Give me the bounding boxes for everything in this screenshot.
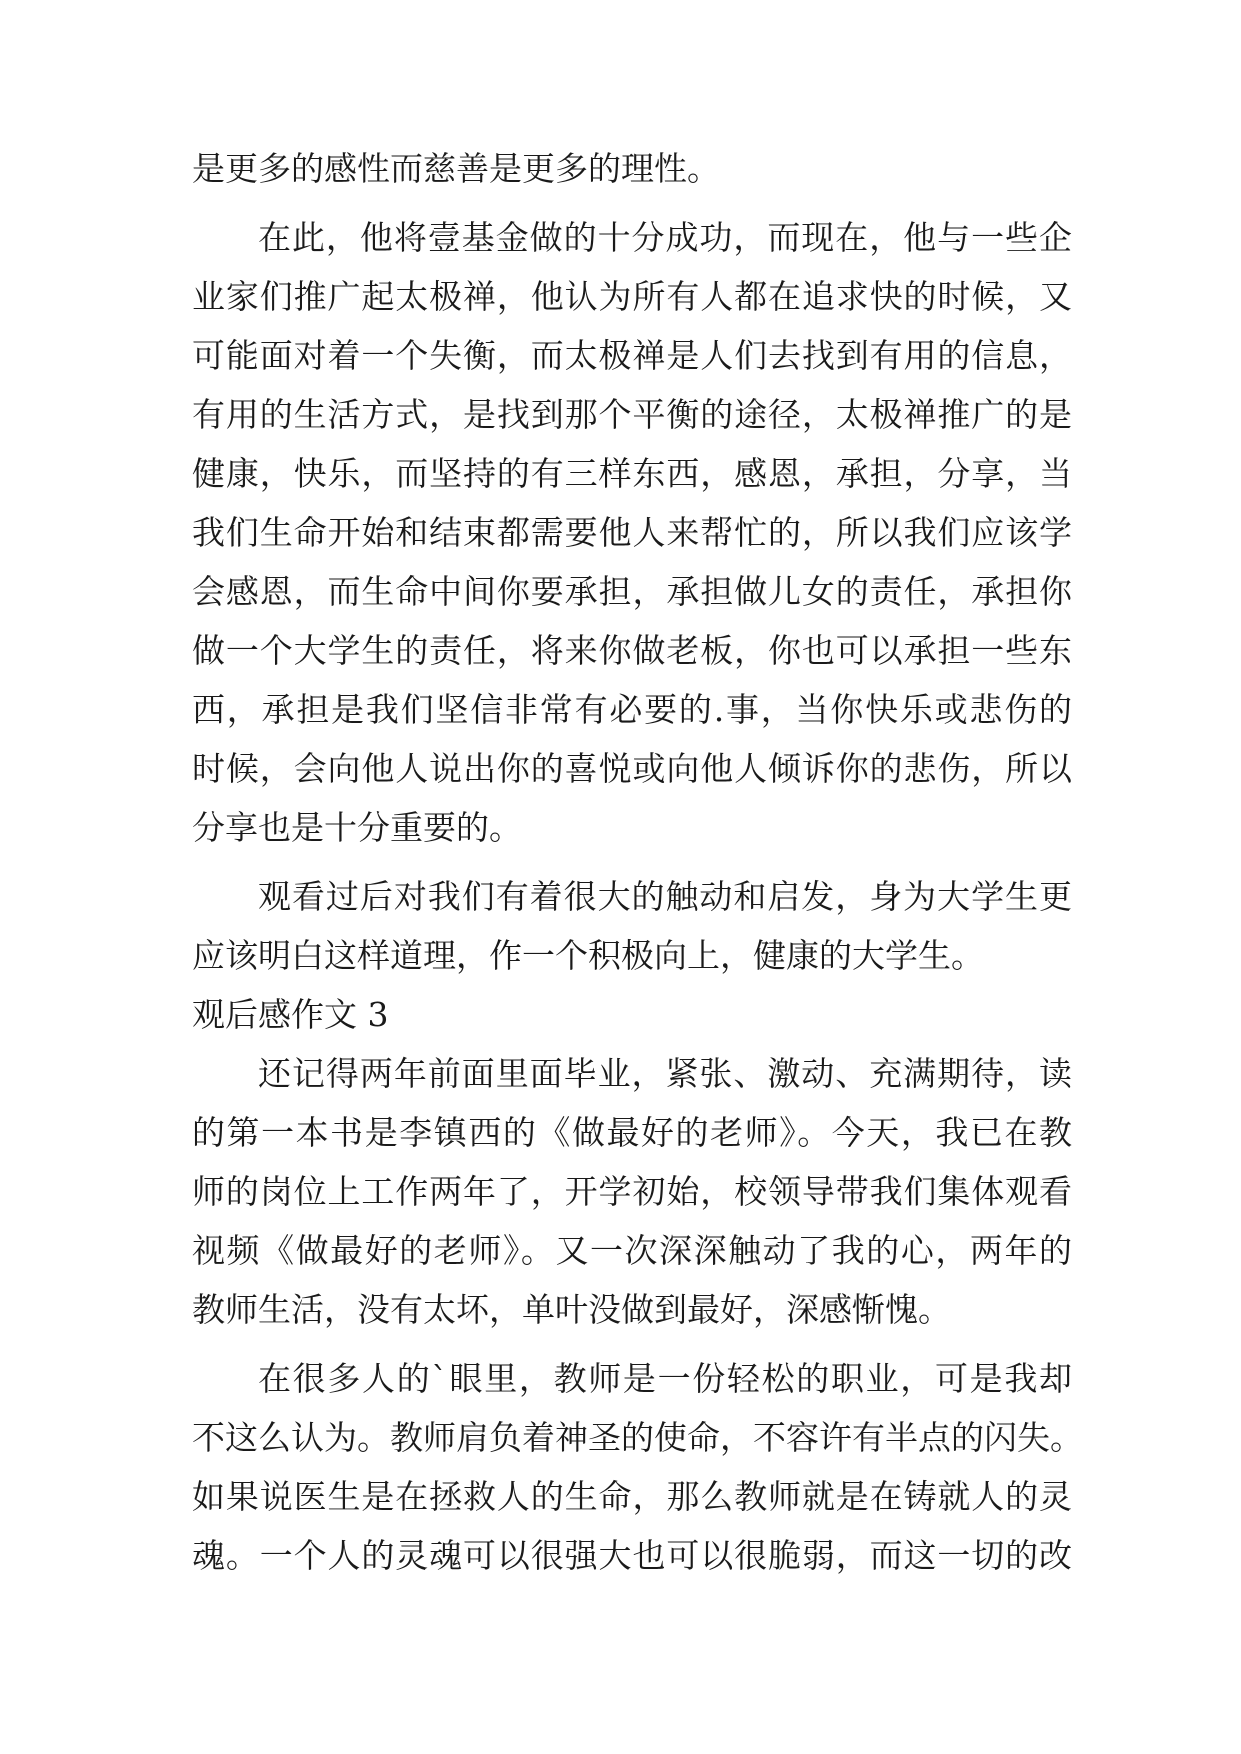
p2-line-5: 健康，快乐，而坚持的有三样东西，感恩，承担，分享，当 [192, 454, 1072, 493]
p5-line-2: 不这么认为。教师肩负着神圣的使命，不容许有半点的闪失。 [192, 1418, 1083, 1457]
p5-line-1: 在很多人的`眼里，教师是一份轻松的职业，可是我却 [258, 1359, 1072, 1398]
p4-line-3: 师的岗位上工作两年了，开学初始，校领导带我们集体观看 [192, 1172, 1072, 1211]
p2-line-9: 西，承担是我们坚信非常有必要的.事，当你快乐或悲伤的 [192, 690, 1072, 729]
p4-line-5: 教师生活，没有太坏，单叶没做到最好，深感惭愧。 [192, 1290, 951, 1329]
p5-line-4: 魂。一个人的灵魂可以很强大也可以很脆弱，而这一切的改 [192, 1536, 1072, 1575]
p2-line-3: 可能面对着一个失衡，而太极禅是人们去找到有用的信息， [192, 336, 1072, 375]
p4-line-1: 还记得两年前面里面毕业，紧张、激动、充满期待，读 [258, 1054, 1072, 1093]
p5-line-3: 如果说医生是在拯救人的生命，那么教师就是在铸就人的灵 [192, 1477, 1072, 1516]
p2-line-6: 我们生命开始和结束都需要他人来帮忙的，所以我们应该学 [192, 513, 1072, 552]
section-heading: 观后感作文 3 [192, 995, 389, 1034]
p2-line-11: 分享也是十分重要的。 [192, 808, 522, 847]
p4-line-4: 视频《做最好的老师》。又一次深深触动了我的心，两年的 [192, 1231, 1072, 1270]
p2-line-1: 在此，他将壹基金做的十分成功，而现在，他与一些企 [258, 218, 1072, 257]
p2-line-8: 做一个大学生的责任，将来你做老板，你也可以承担一些东 [192, 631, 1072, 670]
p3-line-1: 观看过后对我们有着很大的触动和启发，身为大学生更 [258, 877, 1072, 916]
p2-line-7: 会感恩，而生命中间你要承担，承担做儿女的责任，承担你 [192, 572, 1072, 611]
p2-line-10: 时候，会向他人说出你的喜悦或向他人倾诉你的悲伤，所以 [192, 749, 1072, 788]
p1-line-1: 是更多的感性而慈善是更多的理性。 [192, 149, 720, 188]
p3-line-2: 应该明白这样道理，作一个积极向上，健康的大学生。 [192, 936, 984, 975]
p2-line-2: 业家们推广起太极禅，他认为所有人都在追求快的时候，又 [192, 277, 1072, 316]
p4-line-2: 的第一本书是李镇西的《做最好的老师》。今天，我已在教 [192, 1113, 1072, 1152]
p2-line-4: 有用的生活方式，是找到那个平衡的途径，太极禅推广的是 [192, 395, 1072, 434]
